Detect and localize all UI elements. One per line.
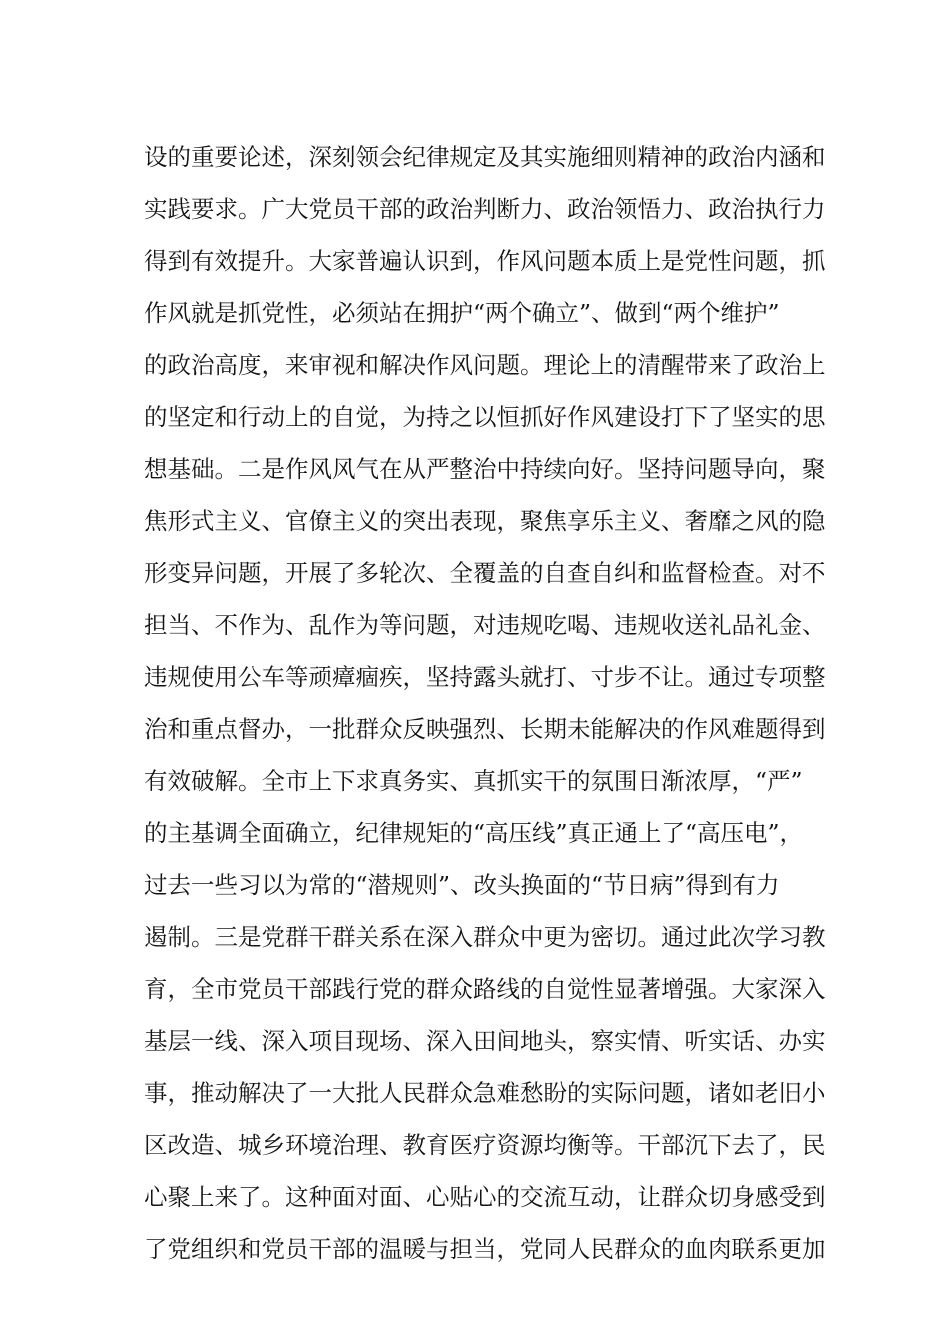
text-line: 基层一线、深入项目现场、深入田间地头，察实情、听实话、办实 bbox=[144, 1027, 826, 1055]
text-line: 担当、不作为、乱作为等问题，对违规吃喝、违规收送礼品礼金、 bbox=[144, 611, 826, 639]
text-line: 形变异问题，开展了多轮次、全覆盖的自查自纠和监督检查。对不 bbox=[144, 559, 826, 587]
text-line: 作风就是抓党性，必须站在拥护“两个确立”、做到“两个维护” bbox=[144, 299, 780, 327]
text-line: 区改造、城乡环境治理、教育医疗资源均衡等。干部沉下去了，民 bbox=[144, 1131, 826, 1159]
text-line: 心聚上来了。这种面对面、心贴心的交流互动，让群众切身感受到 bbox=[144, 1183, 826, 1211]
text-line: 育，全市党员干部践行党的群众路线的自觉性显著增强。大家深入 bbox=[144, 975, 826, 1003]
text-line: 有效破解。全市上下求真务实、真抓实干的氛围日渐浓厚，“严” bbox=[144, 767, 803, 795]
text-line: 事，推动解决了一大批人民群众急难愁盼的实际问题，诸如老旧小 bbox=[144, 1079, 826, 1107]
text-line: 想基础。二是作风风气在从严整治中持续向好。坚持问题导向，聚 bbox=[144, 455, 826, 483]
text-line: 了党组织和党员干部的温暖与担当，党同人民群众的血肉联系更加 bbox=[144, 1235, 826, 1263]
text-line: 实践要求。广大党员干部的政治判断力、政治领悟力、政治执行力 bbox=[144, 195, 826, 223]
text-line: 遏制。三是党群干群关系在深入群众中更为密切。通过此次学习教 bbox=[144, 923, 826, 951]
text-line: 治和重点督办，一批群众反映强烈、长期未能解决的作风难题得到 bbox=[144, 715, 826, 743]
text-line: 的坚定和行动上的自觉，为持之以恒抓好作风建设打下了坚实的思 bbox=[144, 403, 826, 431]
text-line: 设的重要论述，深刻领会纪律规定及其实施细则精神的政治内涵和 bbox=[144, 143, 826, 171]
body-paragraph bbox=[144, 131, 826, 1275]
text-line: 过去一些习以为常的“潜规则”、改头换面的“节日病”得到有力 bbox=[144, 871, 780, 899]
text-line: 的主基调全面确立，纪律规矩的“高压线”真正通上了“高压电”， bbox=[144, 819, 804, 847]
text-line: 得到有效提升。大家普遍认识到，作风问题本质上是党性问题，抓 bbox=[144, 247, 826, 275]
text-line: 焦形式主义、官僚主义的突出表现，聚焦享乐主义、奢靡之风的隐 bbox=[144, 507, 826, 535]
text-line: 的政治高度，来审视和解决作风问题。理论上的清醒带来了政治上 bbox=[144, 351, 826, 379]
text-line: 违规使用公车等顽瘴痼疾，坚持露头就打、寸步不让。通过专项整 bbox=[144, 663, 826, 691]
